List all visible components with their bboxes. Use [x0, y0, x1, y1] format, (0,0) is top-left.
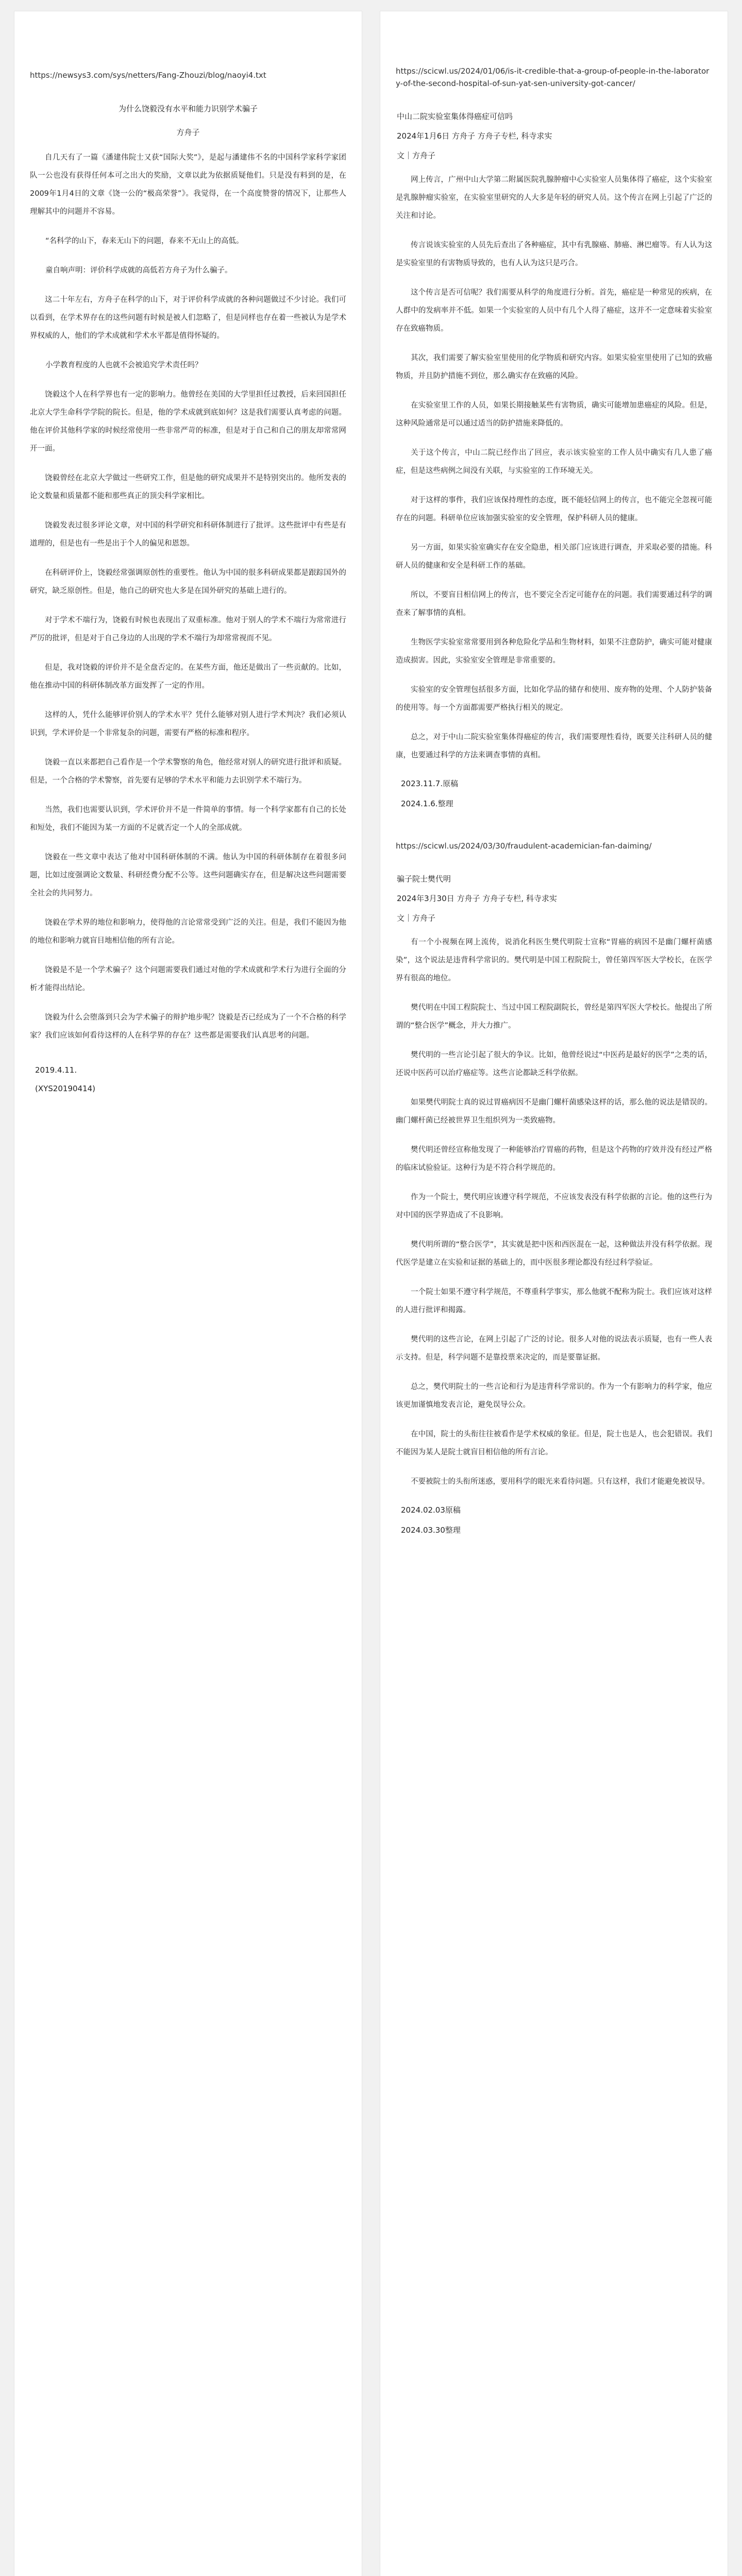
paragraph: 传言说该实验室的人员先后查出了各种癌症，其中有乳腺癌、肺癌、淋巴瘤等。有人认为这是实验室里的有害物质导致的，也有人认为这只是巧合。	[396, 241, 712, 267]
left-source-url[interactable]: https://newsys3.com/sys/netters/Fang-Zhouzi/blog/naoyi4.txt	[30, 71, 266, 80]
left-article-body	[14, 149, 362, 1045]
paragraph: 总之，樊代明院士的一些言论和行为是违背科学常识的。作为一个有影响力的科学家，他应该更加谨慎地发表言论，避免误导公众。	[396, 1383, 712, 1409]
paragraph: 作为一个院士，樊代明应该遵守科学规范，不应该发表没有科学依据的言论。他的这些行为对中国的医学界造成了不良影响。	[396, 1193, 712, 1219]
paragraph: 但是，我对饶毅的评价并不是全盘否定的。在某些方面，他还是做出了一些贡献的。比如，他在推动中国的科研体制改革方面发挥了一定的作用。	[30, 664, 346, 690]
paragraph: 饶毅在学术界的地位和影响力，使得他的言论常常受到广泛的关注。但是，我们不能因为他的地位和影响力就盲目地相信他的所有言论。	[30, 919, 346, 945]
paragraph: 樊代明所谓的“整合医学”，其实就是把中医和西医混在一起，这种做法并没有科学依据。现代医学是建立在实验和证据的基础上的，而中医很多理论都没有经过科学验证。	[396, 1241, 712, 1267]
left-sign-code: (XYS20190414)	[35, 1084, 96, 1093]
paragraph: 饶毅发表过很多评论文章，对中国的科学研究和科研体制进行了批评。这些批评中有些是有道理的，但是也有一些是出于个人的偏见和恩怨。	[30, 521, 346, 548]
right-document-page	[380, 11, 728, 2576]
paragraph: 这二十年左右，方舟子在科学的山下，对于评价科学成就的各种问题做过不少讨论。我们可以看到，在学术界存在的这些问题有时候是被人们忽略了，但是同样也存在着一些被认为是学术界权威的人，他们的学术成就和学术水平都是值得怀疑的。	[30, 296, 346, 340]
right-sub-sign-date-2: 2024.03.30整理	[401, 1526, 461, 1535]
left-document-page	[14, 11, 362, 2576]
right-sub-source-url[interactable]: https://scicwl.us/2024/03/30/fraudulent-academician-fan-daiming/	[396, 841, 652, 851]
paragraph: 有一个小视频在网上流传，说消化科医生樊代明院士宣称“胃癌的病因不是幽门螺杆菌感染”，这个说法是违背科学常识的。樊代明是中国工程院院士，曾任第四军医大学校长，在医学界有很高的地位。	[396, 938, 712, 982]
paragraph: 饶毅一直以来都把自己看作是一个学术警察的角色，他经常对别人的研究进行批评和质疑。但是，一个合格的学术警察，首先要有足够的学术水平和能力去识别学术不端行为。	[30, 758, 346, 785]
right-sign-date-2: 2024.1.6.整理	[401, 799, 453, 808]
right-source-url[interactable]: https://scicwl.us/2024/01/06/is-it-credible-that-a-group-of-people-in-the-laboratory-of-the-second-hospital-of-sun-yat-sen-university-got-cancer/	[396, 66, 710, 88]
paragraph: 实验室的安全管理包括很多方面，比如化学品的储存和使用、废弃物的处理、个人防护装备的使用等。每一个方面都需要严格执行相关的规定。	[396, 686, 712, 712]
paragraph: 樊代明的这些言论，在网上引起了广泛的讨论。很多人对他的说法表示质疑，也有一些人表示支持。但是，科学问题不是靠投票来决定的，而是要靠证据。	[396, 1335, 712, 1362]
right-article-body	[380, 171, 728, 765]
paragraph: 这个传言是否可信呢？我们需要从科学的角度进行分析。首先，癌症是一种常见的疾病，在人群中的发病率并不低。如果一个实验室的人员中有几个人得了癌症，这并不一定意味着实验室存在致癌物质。	[396, 289, 712, 333]
paragraph: 不要被院士的头衔所迷惑，要用科学的眼光来看待问题。只有这样，我们才能避免被误导。	[411, 1478, 710, 1486]
paragraph: 总之，对于中山二院实验室集体得癌症的传言，我们需要理性看待，既要关注科研人员的健康，也要通过科学的方法来调查事情的真相。	[396, 733, 712, 759]
right-article-byline: 文｜方舟子	[397, 151, 436, 160]
right-sub-article-date-line: 2024年3月30日 方舟子 方舟子专栏, 科寺求实	[397, 894, 557, 903]
right-sub-article-body	[380, 934, 728, 1491]
paragraph: 当然，我们也需要认识到，学术评价并不是一件简单的事情。每一个科学家都有自己的长处和短处，我们不能因为某一方面的不足就否定一个人的全部成就。	[30, 806, 346, 832]
paragraph: 在科研评价上，饶毅经常强调原创性的重要性。他认为中国的很多科研成果都是跟踪国外的研究，缺乏原创性。但是，他自己的研究也大多是在国外研究的基础上进行的。	[30, 569, 346, 595]
paragraph: 饶毅这个人在科学界也有一定的影响力。他曾经在美国的大学里担任过教授，后来回国担任北京大学生命科学学院的院长。但是，他的学术成就到底如何？这是我们需要认真考虑的问题。他在评价其他科学家的时候经常使用一些非常严苛的标准，但是对于自己和自己的朋友却常常网开一面。	[30, 391, 346, 453]
paragraph: 所以，不要盲目相信网上的传言，也不要完全否定可能存在的问题。我们需要通过科学的调查来了解事情的真相。	[396, 591, 712, 617]
right-article-date-line: 2024年1月6日 方舟子 方舟子专栏, 科寺求实	[397, 131, 552, 141]
right-article-title: 中山二院实验室集体得癌症可信吗	[397, 112, 513, 121]
paragraph: 饶毅是不是一个学术骗子？这个问题需要我们通过对他的学术成就和学术行为进行全面的分析才能得出结论。	[30, 966, 346, 992]
paragraph: 对于学术不端行为，饶毅有时候也表现出了双重标准。他对于别人的学术不端行为常常进行严厉的批评，但是对于自己身边的人出现的学术不端行为却常常视而不见。	[30, 616, 346, 642]
paragraph: 这样的人，凭什么能够评价别人的学术水平？凭什么能够对别人进行学术判决？我们必须认识到，学术评价是一个非常复杂的问题，需要有严格的标准和程序。	[30, 711, 346, 737]
paragraph: 网上传言，广州中山大学第二附属医院乳腺肿瘤中心实验室人员集体得了癌症，这个实验室是乳腺肿瘤实验室，在实验室里研究的人大多是年轻的研究人员。这个传言在网上引起了广泛的关注和讨论。	[396, 176, 712, 220]
paragraph: 关于这个传言，中山二院已经作出了回应，表示该实验室的工作人员中确实有几人患了癌症，但是这些病例之间没有关联，与实验室的工作环境无关。	[396, 449, 712, 475]
paragraph: 如果樊代明院士真的说过胃癌病因不是幽门螺杆菌感染这样的话，那么他的说法是错误的。幽门螺杆菌已经被世界卫生组织列为一类致癌物。	[396, 1098, 712, 1125]
paragraph: 另一方面，如果实验室确实存在安全隐患，相关部门应该进行调查，并采取必要的措施。科研人员的健康和安全是科研工作的基础。	[396, 544, 712, 570]
paragraph: 小学教育程度的人也就不会被追究学术责任吗？	[45, 361, 203, 369]
paragraph: 对于这样的事件，我们应该保持理性的态度，既不能轻信网上的传言，也不能完全忽视可能存在的问题。科研单位应该加强实验室的安全管理，保护科研人员的健康。	[396, 496, 712, 522]
paragraph: 在实验室里工作的人员，如果长期接触某些有害物质，确实可能增加患癌症的风险。但是，这种风险通常是可以通过适当的防护措施来降低的。	[396, 401, 712, 428]
right-sub-sign-date-1: 2024.02.03原稿	[401, 1505, 461, 1515]
paragraph: 樊代明还曾经宣称他发现了一种能够治疗胃癌的药物，但是这个药物的疗效并没有经过严格的临床试验验证。这种行为是不符合科学规范的。	[396, 1146, 712, 1172]
paragraph: 在中国，院士的头衔往往被看作是学术权威的象征。但是，院士也是人，也会犯错误。我们不能因为某人是院士就盲目相信他的所有言论。	[396, 1430, 712, 1456]
paragraph: 樊代明的一些言论引起了很大的争议。比如，他曾经说过“中医药是最好的医学”之类的话，还说中医药可以治疗癌症等。这些言论都缺乏科学依据。	[396, 1051, 712, 1077]
left-article-byline: 方舟子	[176, 128, 200, 137]
right-sign-date-1: 2023.11.7.原稿	[401, 779, 459, 788]
paragraph: 樊代明在中国工程院院士、当过中国工程院副院长，曾经是第四军医大学校长。他提出了所谓的“整合医学”概念，并大力推广。	[396, 1004, 712, 1030]
paragraph: 饶毅曾经在北京大学做过一些研究工作，但是他的研究成果并不是特别突出的。他所发表的论文数量和质量都不能和那些真正的顶尖科学家相比。	[30, 474, 346, 500]
paragraph: 其次，我们需要了解实验室里使用的化学物质和研究内容。如果实验室里使用了已知的致癌物质，并且防护措施不到位，那么确实存在致癌的风险。	[396, 354, 712, 380]
paragraph: “名科学的山下，春来无山下的问题，春来不无山上的高低。	[45, 237, 244, 245]
right-sub-article-title: 骗子院士樊代明	[397, 874, 451, 884]
paragraph: 生物医学实验室常常要用到各种危险化学品和生物材料，如果不注意防护，确实可能对健康造成损害。因此，实验室安全管理是非常重要的。	[396, 638, 712, 665]
paragraph: 一个院士如果不遵守科学规范，不尊重科学事实，那么他就不配称为院士。我们应该对这样的人进行批评和揭露。	[396, 1288, 712, 1314]
paragraph: 饶毅为什么会堕落到只会为学术骗子的辩护地步呢？饶毅是否已经成为了一个不合格的科学家？我们应该如何看待这样的人在科学界的存在？这些都是需要我们认真思考的问题。	[30, 1013, 346, 1040]
paragraph: 自几天有了一篇《潘建伟院士又获“国际大奖”》，是起与潘建伟不名的中国科学家科学家团队一公也没有获得任何本可之出大的奖励，文章以此为依据质疑他们。只是没有料到的是，在2009年1月4日的文章《饶一公的“极高荣誉”》。我觉得，在一个高度赞誉的情况下，让那些人理解其中的问题并不容易。	[30, 154, 346, 216]
paragraph: 饶毅在一些文章中表达了他对中国科研体制的不满。他认为中国的科研体制存在着很多问题，比如过度强调论文数量、科研经费分配不公等。这些问题确实存在，但是解决这些问题需要全社会的共同努力。	[30, 853, 346, 897]
left-article-title: 为什么饶毅没有水平和能力识别学术骗子	[118, 104, 258, 113]
paragraph: 童自响声明：评价科学成就的高低若方舟子为什么骗子。	[45, 266, 232, 275]
right-sub-article-byline: 文｜方舟子	[397, 913, 436, 923]
left-sign-date: 2019.4.11.	[35, 1065, 77, 1075]
